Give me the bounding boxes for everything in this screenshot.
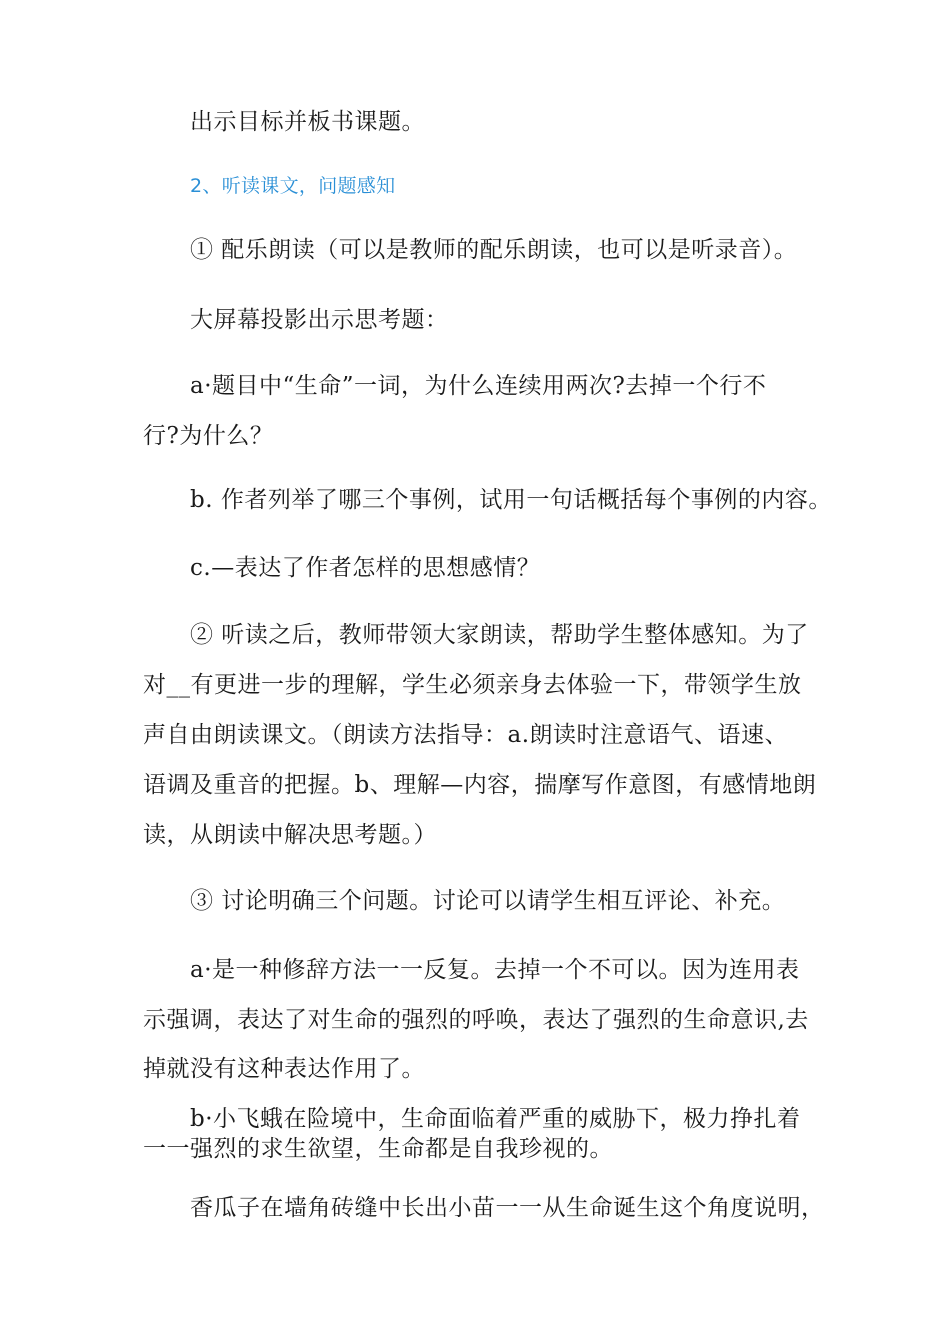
paragraph-intro: 出示目标并板书课题。	[190, 109, 425, 135]
answer-b-line-2: 一一强烈的求生欲望，生命都是自我珍视的。	[143, 1136, 613, 1162]
step-2-line-5: 读，从朗读中解决思考题。）	[143, 822, 437, 848]
step-2-line-3: 声自由朗读课文。（朗读方法指导：a.朗读时注意语气、语速、	[143, 722, 789, 748]
question-c: c.—表达了作者怎样的思想感情？	[190, 555, 541, 581]
question-a-line-2: 行?为什么？	[143, 423, 274, 449]
step-2-line-1: ② 听读之后，教师带领大家朗读，帮助学生整体感知。为了	[190, 622, 809, 648]
answer-b-line-3: 香瓜子在墙角砖缝中长出小苗一一从生命诞生这个角度说明，	[190, 1195, 825, 1221]
section-heading: 2、听读课文，问题感知	[190, 175, 396, 197]
answer-b-line-1: b·小飞蛾在险境中，生命面临着严重的威胁下，极力挣扎着	[190, 1106, 801, 1132]
questions-intro: 大屏幕投影出示思考题：	[190, 307, 449, 333]
answer-a-line-3: 掉就没有这种表达作用了。	[143, 1056, 425, 1082]
step-2-line-4: 语调及重音的把握。b、理解—内容，揣摩写作意图，有感情地朗	[143, 772, 817, 798]
answer-a-line-2: 示强调，表达了对生命的强烈的呼唤，表达了强烈的生命意识,去	[143, 1007, 809, 1033]
step-3: ③ 讨论明确三个问题。讨论可以请学生相互评论、补充。	[190, 888, 786, 914]
step-2-line-2: 对__有更进一步的理解，学生必须亲身去体验一下，带领学生放	[143, 672, 802, 698]
question-a-line-1: a·题目中“生命”一词，为什么连续用两次?去掉一个行不	[190, 373, 767, 399]
step-1: ① 配乐朗读（可以是教师的配乐朗读，也可以是听录音）。	[190, 237, 798, 263]
question-b: b. 作者列举了哪三个事例，试用一句话概括每个事例的内容。	[190, 487, 832, 513]
answer-a-line-1: a·是一种修辞方法一一反复。去掉一个不可以。因为连用表	[190, 957, 800, 983]
